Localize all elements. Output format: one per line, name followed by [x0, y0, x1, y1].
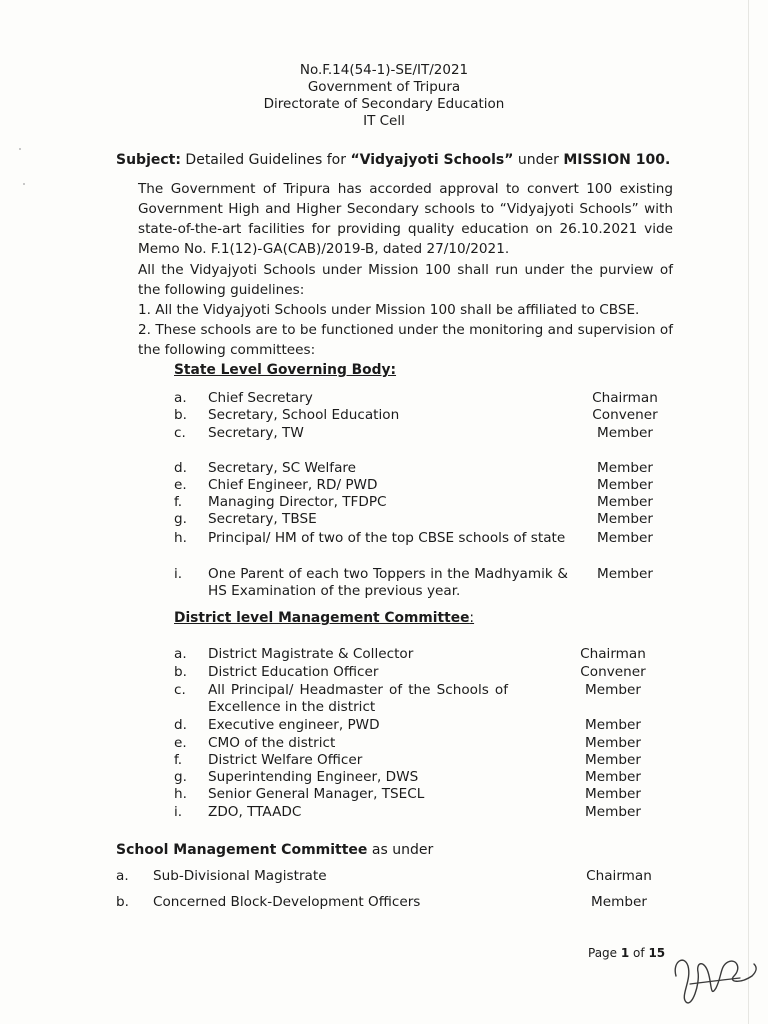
state-body-title: State Level Governing Body:	[174, 362, 397, 378]
subject-mission: MISSION 100.	[563, 152, 671, 168]
item-letter: g.	[174, 511, 187, 527]
item-role: Chairman	[592, 390, 658, 406]
item-letter: f.	[174, 752, 183, 768]
district-title-colon: :	[469, 610, 475, 626]
page-of-label: of	[629, 946, 649, 960]
item-letter: b.	[174, 407, 187, 423]
school-committee-title: School Management Committee	[116, 842, 368, 858]
item-role: Convener	[592, 407, 658, 423]
item-text: ZDO, TTAADC	[208, 804, 302, 820]
intro-paragraph: The Government of Tripura has accorded approval to convert 100 existing Government High and Higher Secondary schools to “Vidyajyoti Schools” with state-of-the-art facilities for providing quality education on 26.10.2021 vide Memo No. F.1(12)-GA(CAB)/2019-B, dated 27/10/2021.	[138, 181, 673, 257]
item-role: Member	[597, 511, 653, 527]
school-committee-suffix: as under	[367, 842, 434, 858]
item-role: Member	[585, 735, 641, 751]
item-text: Secretary, SC Welfare	[208, 460, 357, 476]
subject-schools: “Vidyajyoti Schools”	[350, 152, 514, 168]
item-letter: g.	[174, 769, 187, 785]
item-role: Member	[585, 804, 641, 820]
item-text: Chief Engineer, RD/ PWD	[208, 477, 378, 493]
guideline-1: 1. All the Vidyajyoti Schools under Mission 100 shall be affiliated to CBSE.	[138, 302, 640, 318]
subject-label: Subject:	[116, 152, 181, 168]
subject-text-pre: Detailed Guidelines for	[180, 152, 351, 168]
item-role: Member	[585, 769, 641, 785]
item-letter: e.	[174, 735, 187, 751]
handwritten-signature	[670, 932, 762, 1012]
item-text: All Principal/ Headmaster of the Schools of Excellence in the district	[208, 682, 508, 715]
item-role: Member	[585, 682, 641, 698]
item-role: Member	[597, 566, 653, 582]
item-letter: i.	[174, 804, 183, 820]
page-label: Page	[588, 946, 621, 960]
item-role: Member	[585, 717, 641, 733]
item-letter: a.	[174, 646, 187, 662]
page-number: 1	[620, 946, 630, 960]
item-letter: f.	[174, 494, 183, 510]
item-role: Chairman	[580, 646, 646, 662]
item-letter: a.	[174, 390, 187, 406]
item-role: Member	[597, 460, 653, 476]
page-fold-line	[748, 0, 749, 1024]
item-letter: h.	[174, 530, 187, 546]
item-role: Member	[585, 752, 641, 768]
subject-text-mid: under	[513, 152, 564, 168]
item-role: Chairman	[586, 868, 652, 884]
cell-name: IT Cell	[363, 113, 405, 129]
item-text: Executive engineer, PWD	[208, 717, 380, 733]
item-letter: h.	[174, 786, 187, 802]
item-role: Member	[597, 530, 653, 546]
item-text: Secretary, TBSE	[208, 511, 317, 527]
item-text: Concerned Block-Development Officers	[153, 894, 421, 910]
directorate-name: Directorate of Secondary Education	[263, 96, 505, 112]
item-role: Member	[585, 786, 641, 802]
item-text: Sub-Divisional Magistrate	[153, 868, 327, 884]
guideline-2: 2. These schools are to be functioned under the monitoring and supervision of the following committees:	[138, 322, 673, 358]
subject-line	[116, 152, 670, 168]
item-text: District Magistrate & Collector	[208, 646, 414, 662]
school-committee-heading	[116, 842, 433, 859]
item-letter: a.	[116, 868, 129, 884]
page-total: 15	[648, 946, 666, 960]
letter-number: No.F.14(54-1)-SE/IT/2021	[299, 62, 469, 78]
item-letter: i.	[174, 566, 183, 582]
item-letter: d.	[174, 460, 187, 476]
item-text: Superintending Engineer, DWS	[208, 769, 419, 785]
item-letter: b.	[116, 894, 129, 910]
item-text: Chief Secretary	[208, 390, 313, 406]
page-footer	[588, 946, 665, 960]
item-text: CMO of the district	[208, 735, 336, 751]
item-text: Senior General Manager, TSECL	[208, 786, 425, 802]
item-letter: c.	[174, 425, 186, 441]
item-text: One Parent of each two Toppers in the Madhyamik & HS Examination of the previous year.	[208, 566, 568, 599]
item-text: Principal/ HM of two of the top CBSE schools of state	[208, 530, 566, 546]
government-name: Government of Tripura	[307, 79, 461, 95]
item-text: Managing Director, TFDPC	[208, 494, 387, 510]
item-role: Member	[597, 494, 653, 510]
scan-speck	[23, 183, 25, 185]
item-text: Secretary, School Education	[208, 407, 400, 423]
item-role: Member	[597, 477, 653, 493]
scan-speck	[19, 148, 21, 150]
guidelines-paragraph: All the Vidyajyoti Schools under Mission 100 shall run under the purview of the following guidelines:	[138, 262, 673, 298]
item-role: Convener	[580, 664, 646, 680]
item-letter: c.	[174, 682, 186, 698]
item-role: Member	[597, 425, 653, 441]
district-committee-title	[174, 610, 474, 626]
district-title-text: District level Management Committee	[174, 610, 470, 626]
item-role: Member	[591, 894, 647, 910]
item-letter: d.	[174, 717, 187, 733]
item-letter: e.	[174, 477, 187, 493]
item-letter: b.	[174, 664, 187, 680]
item-text: District Welfare Officer	[208, 752, 363, 768]
item-text: District Education Officer	[208, 664, 379, 680]
item-text: Secretary, TW	[208, 425, 304, 441]
